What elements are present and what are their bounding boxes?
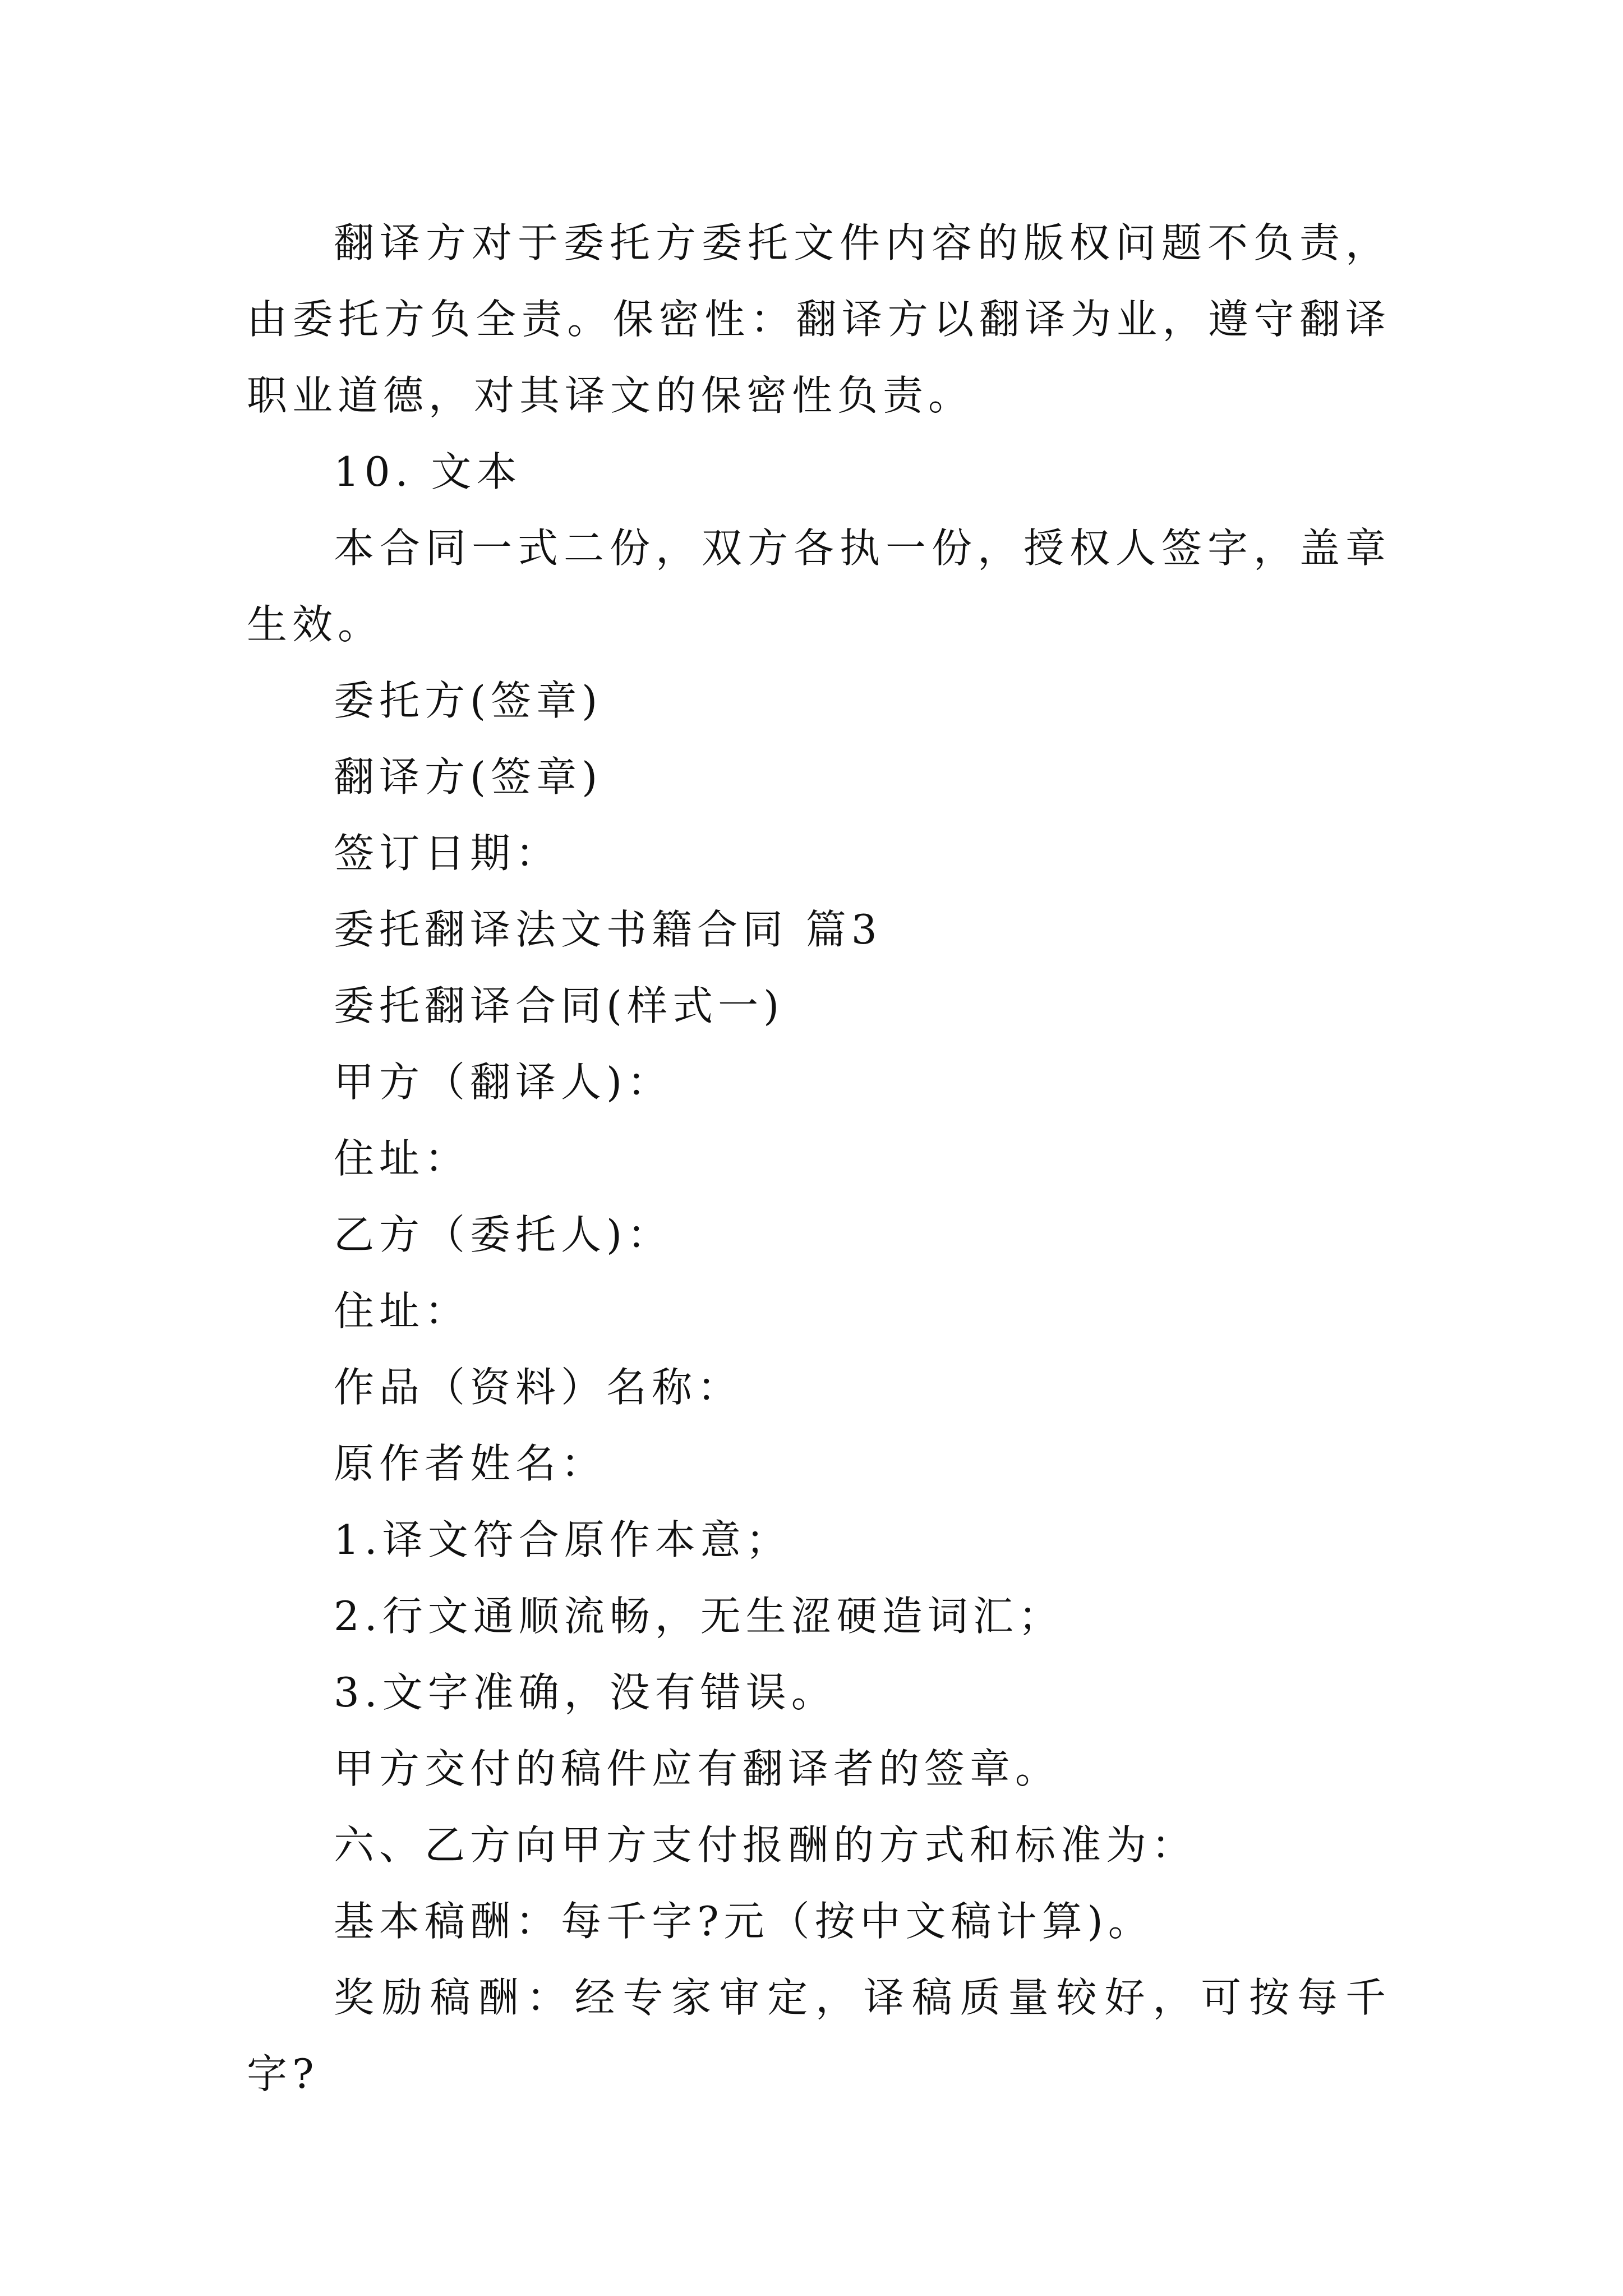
requirement-3: 3.文字准确，没有错误。 (334, 1669, 837, 1716)
work-name: 作品（资料）名称： (334, 1364, 743, 1411)
requirement-2: 2.行文通顺流畅，无生涩硬造词汇； (334, 1593, 1064, 1640)
section-heading-text: 10. 文本 (334, 448, 522, 495)
paragraph-copyright-confidentiality: 翻译方对于委托方委托文件内容的版权问题不负责，由委托方负全责。保密性：翻译方以翻译为业，遵守翻译职业道德，对其译文的保密性负责。 (247, 219, 1391, 419)
party-a-address: 住址： (334, 1135, 471, 1182)
party-a-label: 甲方（翻译人)： (334, 1059, 673, 1106)
paragraph-copies: 本合同一式二份，双方各执一份，授权人签字，盖章生效。 (247, 524, 1391, 648)
signature-translator: 翻译方(签章) (334, 753, 603, 800)
party-b-label: 乙方（委托人)： (334, 1211, 673, 1258)
payment-heading: 六、乙方向甲方支付报酬的方式和标准为： (334, 1821, 1197, 1869)
contract-subtitle: 委托翻译合同(样式一) (334, 982, 785, 1029)
party-b-address: 住址： (334, 1287, 471, 1335)
manuscript-seal: 甲方交付的稿件应有翻译者的签章。 (334, 1745, 1061, 1792)
document-body (247, 205, 1391, 2112)
signature-client: 委托方(签章) (334, 677, 603, 724)
requirement-1: 1.译文符合原作本意； (334, 1516, 791, 1563)
bonus-payment: 奖励稿酬：经专家审定，译稿质量较好，可按每千字? (247, 1974, 1391, 2097)
contract-title: 委托翻译法文书籍合同 篇3 (334, 906, 882, 953)
signing-date: 签订日期： (334, 830, 561, 877)
basic-payment: 基本稿酬：每千字?元（按中文稿计算)。 (334, 1898, 1154, 1945)
original-author: 原作者姓名： (334, 1440, 607, 1487)
